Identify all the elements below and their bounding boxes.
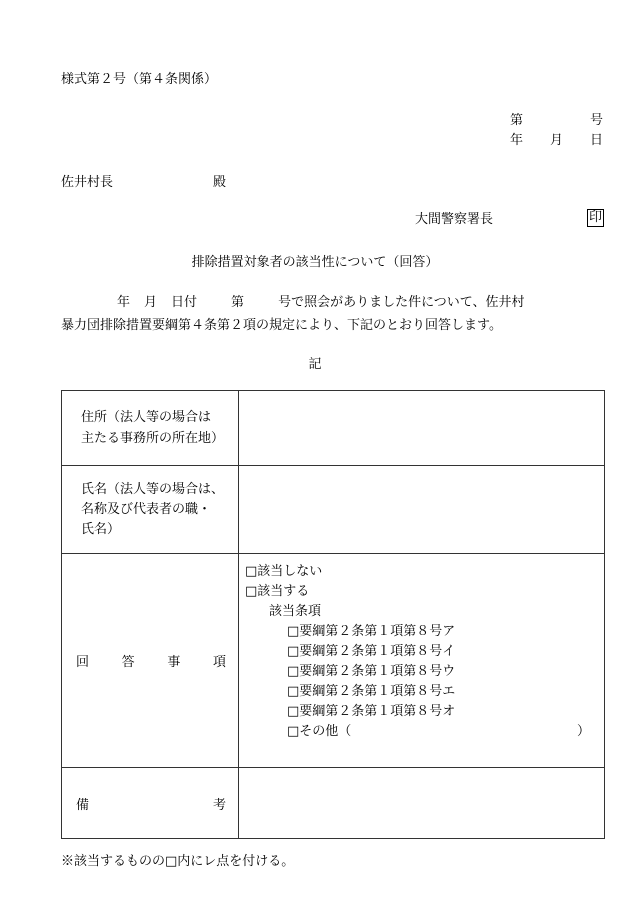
- answer-label-char-3: 事: [167, 655, 181, 670]
- body-month: 月: [144, 295, 158, 310]
- option-other-open: □その他（: [287, 724, 352, 739]
- addressee: [61, 171, 226, 190]
- ki-heading: 記: [308, 357, 322, 372]
- option-other-close: ）: [576, 724, 590, 739]
- doc-no-prefix: 第: [510, 113, 524, 128]
- date-year: 年: [510, 133, 524, 148]
- addressee-honorific: 殿: [212, 175, 226, 190]
- option-clause-u[interactable]: □要綱第２条第１項第８号ウ: [287, 664, 456, 679]
- body-line-2: 暴力団排除措置要綱第４条第２項の規定により、下記のとおり回答します。: [61, 318, 502, 333]
- answer-row: [62, 554, 605, 768]
- name-label-line-3: 氏名）: [81, 521, 121, 537]
- remarks-label-char-1: 備: [76, 797, 90, 813]
- form-number: 様式第２号（第４条関係）: [61, 72, 218, 87]
- option-other[interactable]: [245, 722, 590, 742]
- body-line1-rest: 号で照会がありました件について、佐井村: [278, 295, 525, 310]
- remarks-label-cell: [62, 768, 239, 839]
- option-clause-i[interactable]: □要綱第２条第１項第８号イ: [287, 644, 456, 659]
- remarks-label: [62, 794, 238, 813]
- address-label-cell: [62, 391, 239, 466]
- sender-name: 大間警察署長: [415, 212, 494, 227]
- seal-mark: 印: [588, 209, 602, 225]
- option-clause-o[interactable]: □要綱第２条第１項第８号オ: [287, 704, 456, 719]
- option-applicable[interactable]: □該当する: [245, 584, 310, 599]
- date-day: 日: [589, 133, 603, 148]
- name-label-line-1: 氏名（法人等の場合は、: [81, 481, 225, 497]
- addressee-name: 佐井村長: [61, 175, 114, 190]
- remarks-value-cell[interactable]: [239, 768, 605, 839]
- answer-label-char-2: 答: [121, 655, 135, 670]
- name-label-line-2: 名称及び代表者の職・: [81, 501, 212, 517]
- address-label-line-1: 住所（法人等の場合は: [81, 410, 212, 425]
- answer-label-cell: [62, 554, 239, 768]
- address-value-cell[interactable]: [239, 391, 605, 466]
- remarks-label-char-2: 考: [212, 797, 226, 813]
- document-subject: 排除措置対象者の該当性について（回答）: [191, 255, 439, 270]
- name-value-cell[interactable]: [239, 466, 605, 554]
- body-year: 年: [117, 295, 131, 310]
- option-clause-e[interactable]: □要綱第２条第１項第８号エ: [287, 684, 456, 699]
- answer-label-char-1: 回: [76, 655, 90, 670]
- address-label-line-2: 主たる事務所の所在地）: [81, 431, 225, 446]
- answer-table: [61, 390, 605, 839]
- clause-heading: 該当条項: [269, 604, 322, 619]
- option-clause-a[interactable]: □要綱第２条第１項第８号ア: [287, 624, 456, 639]
- document-number-line: [510, 109, 603, 128]
- remarks-row: [62, 768, 605, 839]
- footnote: ※該当するものの□内にレ点を付ける。: [61, 854, 295, 869]
- name-label-cell: [62, 466, 239, 554]
- option-not-applicable[interactable]: □該当しない: [245, 564, 323, 579]
- body-no-prefix: 第: [231, 295, 245, 310]
- body-line-1: [117, 291, 604, 310]
- address-row: [62, 391, 605, 466]
- name-row: [62, 466, 605, 554]
- answer-label-char-4: 項: [212, 655, 226, 670]
- sender: [415, 208, 604, 227]
- date-line: [510, 129, 603, 148]
- date-month: 月: [549, 133, 563, 148]
- doc-no-suffix: 号: [589, 113, 603, 128]
- answer-options-cell: [239, 554, 605, 768]
- answer-label: [62, 651, 238, 670]
- body-day-dated: 日付: [171, 295, 198, 310]
